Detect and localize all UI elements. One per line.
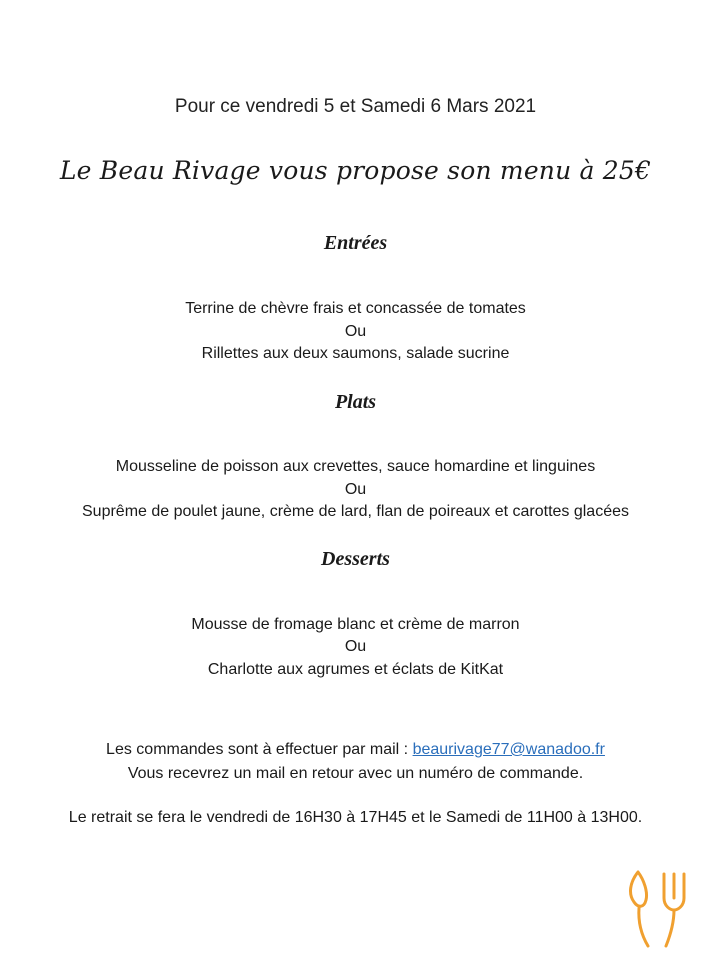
section-title-desserts: Desserts [321,548,390,570]
plat-option-1: Mousseline de poisson aux crevettes, sauce homardine et linguines [115,458,596,475]
plat-option-2: Suprême de poulet jaune, crème de lard, flan de poireaux et carottes glacées [82,503,629,520]
entree-option-2: Rillettes aux deux saumons, salade sucrine [201,345,510,362]
entree-separator: Ou [344,323,367,340]
entree-option-1: Terrine de chèvre frais et concassée de tomates [185,300,526,317]
email-link[interactable]: beaurivage77@wanadoo.fr [412,741,605,758]
plat-separator: Ou [344,481,367,498]
order-instructions-text: Les commandes sont à effectuer par mail : [106,741,413,758]
order-confirmation-note: Vous recevrez un mail en retour avec un numéro de commande. [127,765,584,782]
section-title-entrees: Entrées [323,232,388,254]
pickup-hours: Le retrait se fera le vendredi de 16H30 à 17H45 et le Samedi de 11H00 à 13H00. [68,809,643,826]
dessert-separator: Ou [344,638,367,655]
section-title-plats: Plats [334,391,377,413]
fork-and-spoon-icon [624,868,694,950]
date-line: Pour ce vendredi 5 et Samedi 6 Mars 2021 [174,96,537,117]
menu-headline: Le Beau Rivage vous propose son menu à 25€ [59,156,652,185]
dessert-option-1: Mousse de fromage blanc et crème de marron [191,616,520,633]
dessert-option-2: Charlotte aux agrumes et éclats de KitKat [207,661,504,678]
order-instructions [0,738,711,762]
